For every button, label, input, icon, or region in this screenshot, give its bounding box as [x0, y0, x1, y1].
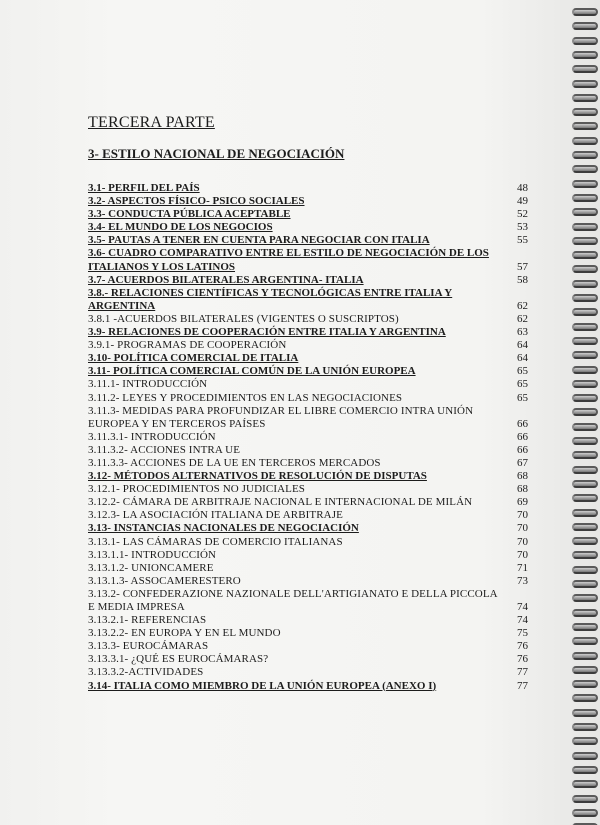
- toc-entry-page: 63: [517, 326, 528, 339]
- toc-entry-page: 62: [517, 299, 528, 312]
- toc-entry: [88, 392, 528, 405]
- toc-entry: [88, 457, 528, 470]
- toc-entry-title: 3.13.2- CONFEDERAZIONE NAZIONALE DELL'ARTIGIANATO E DELLA PICCOLA E MEDIA IMPRESA: [88, 587, 498, 613]
- toc-entry-page: 68: [517, 483, 528, 496]
- toc-entry-page: 75: [517, 627, 528, 640]
- toc-entry-title: 3.11- POLÍTICA COMERCIAL COMÚN DE LA UNIÓN EUROPEA: [88, 365, 416, 378]
- toc-entry-title: 3.2- ASPECTOS FÍSICO- PSICO SOCIALES: [88, 195, 305, 208]
- spiral-coil: [572, 566, 598, 574]
- toc-entry: [88, 195, 528, 208]
- toc-entry-title: 3.12.3- LA ASOCIACIÓN ITALIANA DE ARBITRAJE: [88, 509, 343, 522]
- toc-entry: [88, 287, 528, 313]
- toc-entry: [88, 483, 528, 496]
- toc-entry-title: 3.11.3.1- INTRODUCCIÓN: [88, 430, 216, 443]
- toc-entry-page: 70: [517, 509, 528, 522]
- spiral-coil: [572, 795, 598, 803]
- spiral-coil: [572, 480, 598, 488]
- spiral-coil: [572, 580, 598, 588]
- toc-entry-page: 55: [517, 234, 528, 247]
- toc-entry-page: 77: [517, 666, 528, 679]
- spiral-coil: [572, 609, 598, 617]
- spiral-coil: [572, 537, 598, 545]
- spiral-coil: [572, 280, 598, 288]
- toc-entry: [88, 653, 528, 666]
- toc-entry: [88, 378, 528, 391]
- toc-entry-page: 71: [517, 561, 528, 574]
- toc-entry: [88, 326, 528, 339]
- spiral-coil: [572, 723, 598, 731]
- spiral-coil: [572, 408, 598, 416]
- spiral-coil: [572, 37, 598, 45]
- spiral-coil: [572, 809, 598, 817]
- toc-entry-page: 67: [517, 456, 528, 469]
- spiral-coil: [572, 165, 598, 173]
- toc-entry-page: 62: [517, 312, 528, 325]
- toc-entry: [88, 234, 528, 247]
- toc-entry: [88, 208, 528, 221]
- toc-entry: [88, 405, 528, 431]
- toc-entry-page: 69: [517, 496, 528, 509]
- toc-entry-title: 3.8.- RELACIONES CIENTÍFICAS Y TECNOLÓGICAS ENTRE ITALIA Y ARGENTINA: [88, 286, 453, 312]
- spiral-coil: [572, 423, 598, 431]
- toc-entry: [88, 496, 528, 509]
- toc-entry: [88, 365, 528, 378]
- toc-entry-page: 76: [517, 653, 528, 666]
- spiral-coil: [572, 437, 598, 445]
- spiral-coil: [572, 265, 598, 273]
- toc-entry-title: 3.11.3.3- ACCIONES DE LA UE EN TERCEROS MERCADOS: [88, 456, 381, 469]
- toc-entry: [88, 247, 528, 273]
- spiral-coil: [572, 394, 598, 402]
- toc-entry-title: 3.11.3- MEDIDAS PARA PROFUNDIZAR EL LIBRE COMERCIO INTRA UNIÓN EUROPEA Y EN TERCEROS PAÍSES: [88, 404, 474, 430]
- toc-entry-page: 70: [517, 548, 528, 561]
- toc-entry-title: 3.11.3.2- ACCIONES INTRA UE: [88, 443, 241, 456]
- toc-entry-title: 3.5- PAUTAS A TENER EN CUENTA PARA NEGOCIAR CON ITALIA: [88, 234, 430, 247]
- spiral-coil: [572, 108, 598, 116]
- toc-entry: [88, 536, 528, 549]
- toc-entry-title: 3.13.1.3- ASSOCAMERESTERO: [88, 574, 241, 587]
- table-of-contents: [88, 182, 528, 693]
- toc-entry-title: 3.9.1- PROGRAMAS DE COOPERACIÓN: [88, 339, 287, 352]
- toc-entry-title: 3.13.3- EUROCÁMARAS: [88, 640, 209, 653]
- spiral-coil: [572, 294, 598, 302]
- toc-entry-title: 3.13.2.2- EN EUROPA Y EN EL MUNDO: [88, 627, 281, 640]
- toc-entry: [88, 182, 528, 195]
- toc-entry: [88, 313, 528, 326]
- toc-entry-page: 48: [517, 182, 528, 194]
- toc-entry: [88, 522, 528, 535]
- spiral-coil: [572, 694, 598, 702]
- toc-entry: [88, 640, 528, 653]
- toc-entry-page: 64: [517, 339, 528, 352]
- spiral-coil: [572, 766, 598, 774]
- spiral-coil: [572, 623, 598, 631]
- spiral-coil: [572, 323, 598, 331]
- toc-entry-page: 53: [517, 221, 528, 234]
- spiral-coil: [572, 780, 598, 788]
- spiral-coil: [572, 709, 598, 717]
- toc-entry-title: 3.12.1- PROCEDIMIENTOS NO JUDICIALES: [88, 483, 305, 496]
- toc-entry-title: 3.6- CUADRO COMPARATIVO ENTRE EL ESTILO DE NEGOCIACIÓN DE LOS ITALIANOS Y LOS LATINOS: [88, 247, 489, 273]
- toc-entry: [88, 221, 528, 234]
- toc-entry-title: 3.13.3.2-ACTIVIDADES: [88, 666, 204, 679]
- spiral-coil: [572, 366, 598, 374]
- spiral-coil: [572, 94, 598, 102]
- spiral-coil: [572, 351, 598, 359]
- spiral-coil: [572, 194, 598, 202]
- toc-entry-title: 3.13- INSTANCIAS NACIONALES DE NEGOCIACIÓN: [88, 522, 359, 535]
- toc-entry-page: 65: [517, 378, 528, 391]
- spiral-coil: [572, 223, 598, 231]
- toc-entry: [88, 470, 528, 483]
- toc-entry-page: 77: [517, 679, 528, 692]
- toc-entry-page: 70: [517, 522, 528, 535]
- toc-entry-page: 64: [517, 352, 528, 365]
- toc-entry-page: 58: [517, 273, 528, 286]
- toc-entry: [88, 562, 528, 575]
- toc-entry-title: 3.7- ACUERDOS BILATERALES ARGENTINA- ITALIA: [88, 273, 364, 286]
- toc-entry-title: 3.13.3.1- ¿QUÉ ES EUROCÁMARAS?: [88, 653, 269, 666]
- toc-entry-title: 3.13.1- LAS CÁMARAS DE COMERCIO ITALIANAS: [88, 535, 343, 548]
- spiral-coil: [572, 51, 598, 59]
- toc-entry-page: 70: [517, 535, 528, 548]
- toc-entry: [88, 352, 528, 365]
- toc-entry-title: 3.13.1.1- INTRODUCCIÓN: [88, 548, 217, 561]
- toc-entry-page: 68: [517, 470, 528, 483]
- spiral-coil: [572, 180, 598, 188]
- spiral-coil: [572, 551, 598, 559]
- spiral-coil: [572, 594, 598, 602]
- spiral-coil: [572, 237, 598, 245]
- toc-entry: [88, 509, 528, 522]
- spiral-coil: [572, 65, 598, 73]
- toc-entry: [88, 549, 528, 562]
- spiral-coil: [572, 251, 598, 259]
- toc-entry-title: 3.13.2.1- REFERENCIAS: [88, 614, 207, 627]
- toc-entry-title: 3.12.2- CÁMARA DE ARBITRAJE NACIONAL E INTERNACIONAL DE MILÁN: [88, 496, 473, 509]
- spiral-coil: [572, 8, 598, 16]
- toc-content: [88, 114, 528, 693]
- spiral-coil: [572, 122, 598, 130]
- spiral-coil: [572, 737, 598, 745]
- spiral-coil: [572, 509, 598, 517]
- spiral-coil: [572, 466, 598, 474]
- spiral-coil: [572, 151, 598, 159]
- toc-entry: [88, 588, 528, 614]
- spiral-coil: [572, 337, 598, 345]
- spiral-binding: [568, 0, 600, 825]
- spiral-coil: [572, 451, 598, 459]
- toc-entry-title: 3.8.1 -ACUERDOS BILATERALES (VIGENTES O SUSCRIPTOS): [88, 312, 399, 325]
- spiral-coil: [572, 137, 598, 145]
- toc-entry: [88, 666, 528, 679]
- toc-entry-title: 3.4- EL MUNDO DE LOS NEGOCIOS: [88, 221, 273, 234]
- spiral-coil: [572, 22, 598, 30]
- toc-entry-page: 49: [517, 195, 528, 208]
- toc-entry-title: 3.11.2- LEYES Y PROCEDIMIENTOS EN LAS NEGOCIACIONES: [88, 391, 403, 404]
- toc-entry-title: 3.13.1.2- UNIONCAMERE: [88, 561, 214, 574]
- toc-entry: [88, 614, 528, 627]
- toc-entry: [88, 680, 528, 693]
- toc-entry-page: 76: [517, 640, 528, 653]
- toc-entry: [88, 444, 528, 457]
- toc-entry-page: 66: [517, 443, 528, 456]
- toc-entry-title: 3.3- CONDUCTA PÚBLICA ACEPTABLE: [88, 208, 291, 221]
- section-title: 3- ESTILO NACIONAL DE NEGOCIACIÓN: [88, 146, 345, 161]
- toc-entry-title: 3.9- RELACIONES DE COOPERACIÓN ENTRE ITALIA Y ARGENTINA: [88, 326, 446, 339]
- spiral-coil: [572, 208, 598, 216]
- toc-entry-page: 65: [517, 365, 528, 378]
- spiral-coil: [572, 652, 598, 660]
- toc-entry-page: 73: [517, 574, 528, 587]
- spiral-coil: [572, 637, 598, 645]
- toc-entry-page: 66: [517, 430, 528, 443]
- toc-entry-title: 3.1- PERFIL DEL PAÍS: [88, 182, 200, 194]
- spiral-coil: [572, 80, 598, 88]
- toc-entry-page: 52: [517, 208, 528, 221]
- toc-entry: [88, 575, 528, 588]
- toc-entry: [88, 274, 528, 287]
- spiral-coil: [572, 523, 598, 531]
- toc-entry-page: 66: [517, 417, 528, 430]
- toc-entry-title: 3.10- POLÍTICA COMERCIAL DE ITALIA: [88, 352, 299, 365]
- toc-entry-page: 74: [517, 614, 528, 627]
- spiral-coil: [572, 680, 598, 688]
- toc-entry-title: 3.14- ITALIA COMO MIEMBRO DE LA UNIÓN EUROPEA (ANEXO I): [88, 679, 437, 692]
- toc-entry-page: 65: [517, 391, 528, 404]
- toc-entry: [88, 627, 528, 640]
- toc-entry-page: 74: [517, 601, 528, 613]
- toc-entry-title: 3.12- MÉTODOS ALTERNATIVOS DE RESOLUCIÓN DE DISPUTAS: [88, 470, 427, 483]
- spiral-coil: [572, 752, 598, 760]
- part-title: TERCERA PARTE: [88, 114, 215, 131]
- toc-entry: [88, 431, 528, 444]
- toc-entry-title: 3.11.1- INTRODUCCIÓN: [88, 378, 208, 391]
- toc-entry-page: 57: [517, 260, 528, 273]
- spiral-coil: [572, 380, 598, 388]
- spiral-coil: [572, 494, 598, 502]
- spiral-coil: [572, 666, 598, 674]
- spiral-coil: [572, 308, 598, 316]
- toc-entry: [88, 339, 528, 352]
